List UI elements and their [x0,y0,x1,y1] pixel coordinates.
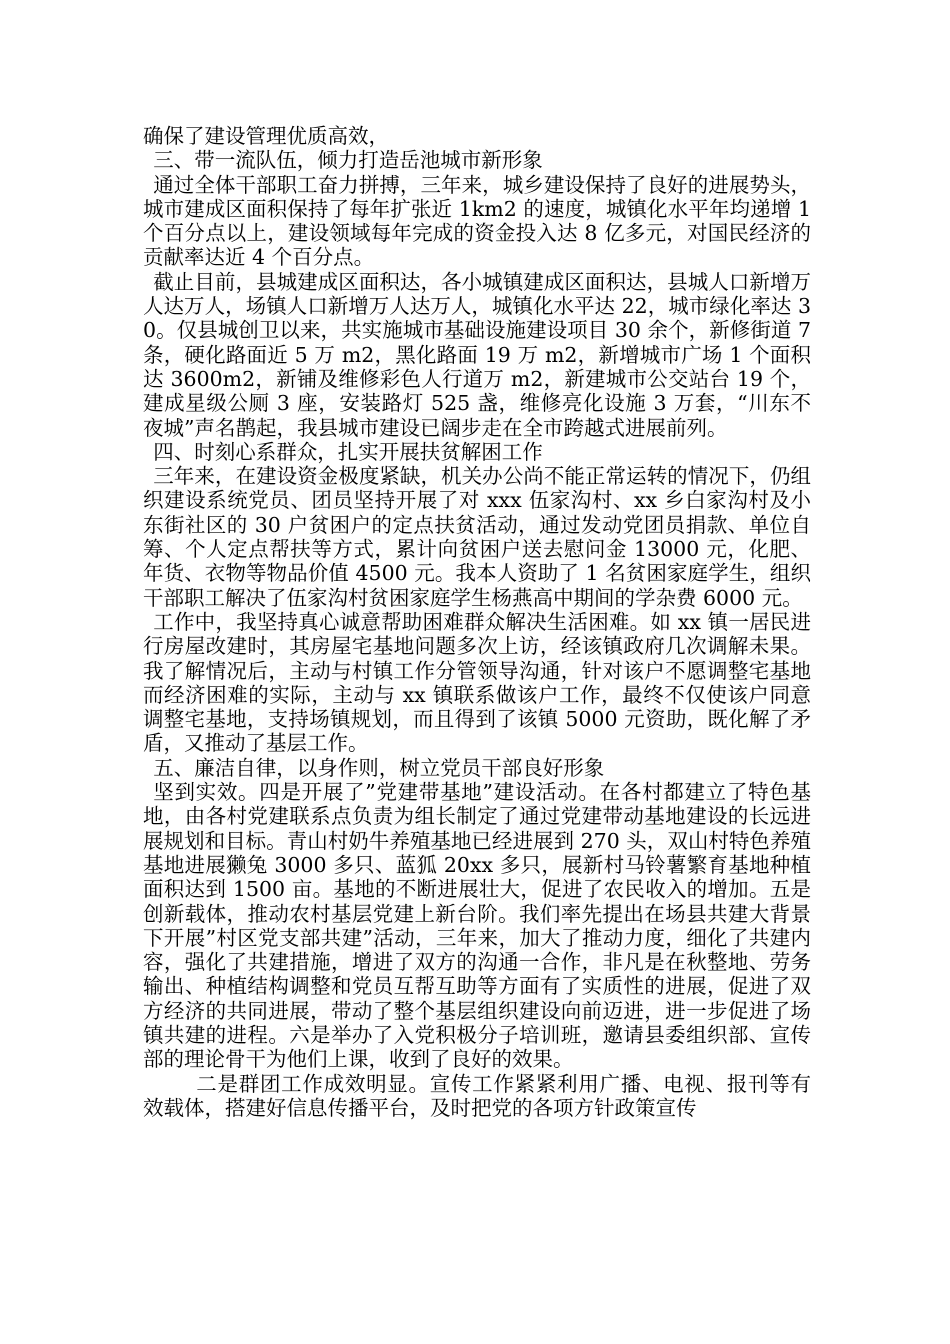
paragraph: 坚到实效。四是开展了”党建带基地”建设活动。在各村都建立了特色基地，由各村党建联系点负责为组长制定了通过党建带动基地建设的长远进展规划和目标。青山村奶牛养殖基地已经进展到 270 头，双山村特色养殖基地进展獭兔 3000 多只、蓝狐 20xx 多只，展新村马铃薯繁育基地种植面积达到 1500 亩。基地的不断进展壮大，促进了农民收入的增加。五是创新载体，推动农村基层党建上新台阶。我们率先提出在场县共建大背景下开展”村区党支部共建”活动，三年来，加大了推动力度，细化了共建内容，强化了共建措施，增进了双方的沟通一合作，非凡是在秋整地、劳务输出、种植结构调整和党员互帮互助等方面有了实质性的进展，促进了双方经济的共同进展，带动了整个基层组织建设向前迈进，进一步促进了场镇共建的进程。六是举办了入党积极分子培训班，邀请县委组织部、宣传部的理论骨干为他们上课，收到了良好的效果。 [143,780,811,1072]
paragraph: 三年来，在建设资金极度紧缺，机关办公尚不能正常运转的情况下，仍组织建设系统党员、团员坚持开展了对 xxx 伍家沟村、xx 乡白家沟村及小东街社区的 30 户贫困户的定点扶贫活动，通过发动党团员捐款、单位自筹、个人定点帮扶等方式，累计向贫困户送去慰问金 13000 元，化肥、年货、衣物等物品价值 4500 元。我本人资助了 1 名贫困家庭学生，组织干部职工解决了伍家沟村贫困家庭学生杨燕高中期间的学杂费 6000 元。 [143,464,811,610]
section-heading-4: 四、时刻心系群众，扎实开展扶贫解困工作 [153,439,543,464]
paragraph-continuation: 确保了建设管理优质高效， [143,124,389,148]
paragraph: 工作中，我坚持真心诚意帮助困难群众解决生活困难。如 xx 镇一居民进行房屋改建时，其房屋宅基地问题多次上访，经该镇政府几次调解未果。我了解情况后，主动与村镇工作分管领导沟通，针对该户不愿调整宅基地而经济困难的实际，主动与 xx 镇联系做该户工作，最终不仅使该户同意调整宅基地，支持场镇规划，而且得到了该镇 5000 元资助，既化解了矛盾，又推动了基层工作。 [143,609,811,756]
paragraph: 截止目前，县城建成区面积达，各小城镇建成区面积达，县城人口新增万人达万人，场镇人口新增万人达万人，城镇化水平达 22，城市绿化率达 30。仅县城创卫以来，共实施城市基础设施建设项目 30 余个，新修街道 7 条，硬化路面近 5 万 m2，黑化路面 19 万 m2，新增城市广场 1 个面积达 3600m2，新铺及维修彩色人行道万 m2，新建城市公交站台 19 个，建成星级公厕 3 座，安装路灯 525 盏，维修亮化设施 3 万套，“川东不夜城”声名鹊起，我县城市建设已阔步走在全市跨越式进展前列。 [143,269,811,440]
section-heading-5: 五、廉洁自律，以身作则，树立党员干部良好形象 [153,755,605,780]
section-heading-3: 三、带一流队伍，倾力打造岳池城市新形象 [153,148,543,173]
paragraph: 通过全体干部职工奋力拼搏，三年来，城乡建设保持了良好的进展势头，城市建成区面积保持了每年扩张近 1km2 的速度，城镇化水平年均递增 1 个百分点以上，建设领域每年完成的资金投入达 8 亿多元，对国民经济的贡献率达近 4 个百分点。 [143,172,811,270]
document-body [143,124,811,1120]
paragraph: 二是群团工作成效明显。宣传工作紧紧利用广播、电视、报刊等有效载体，搭建好信息传播平台，及时把党的各项方针政策宣传 [143,1071,811,1120]
